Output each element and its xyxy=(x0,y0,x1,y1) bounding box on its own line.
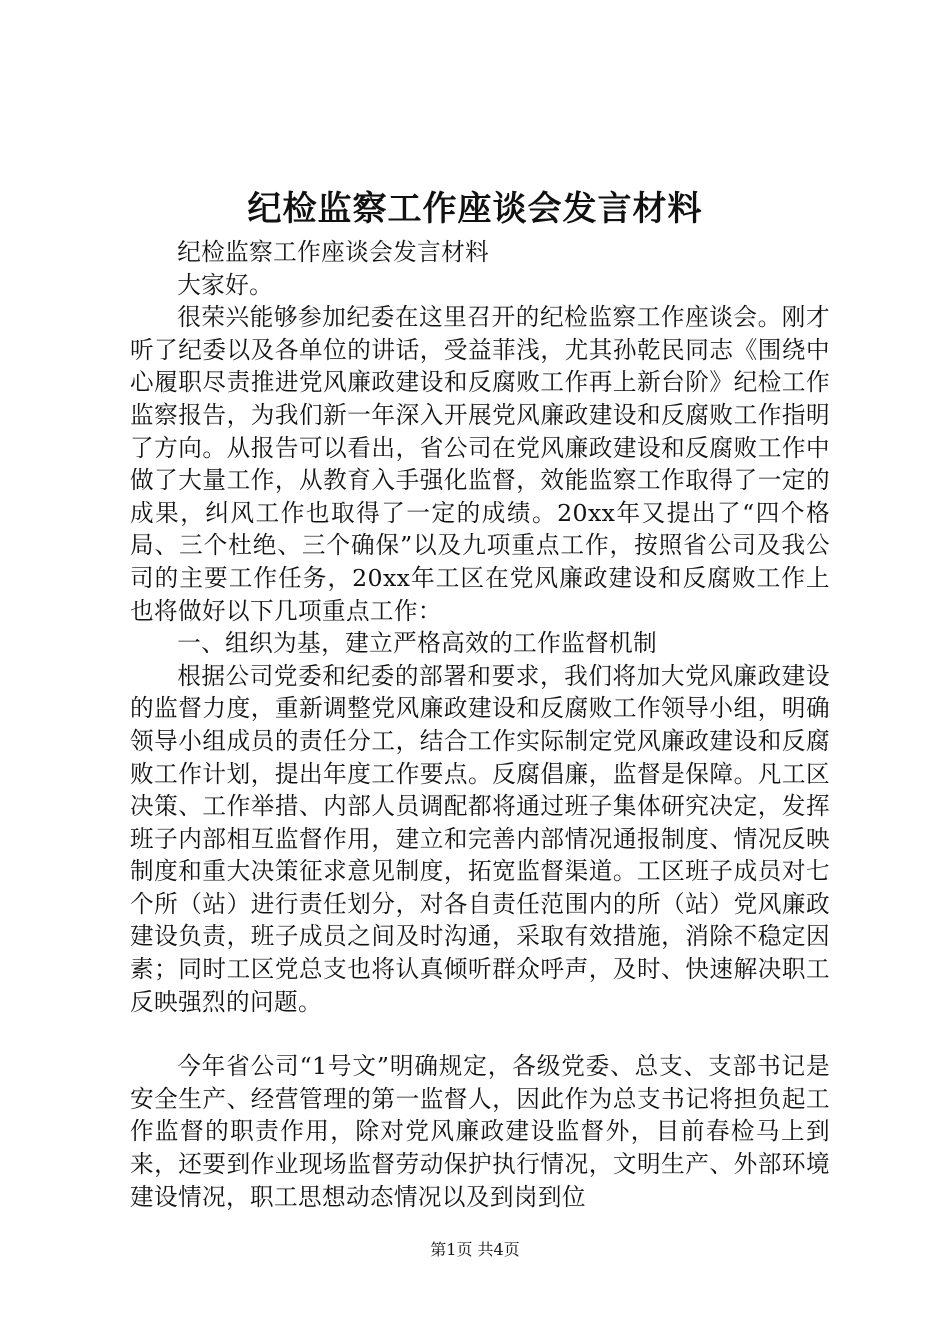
paragraph-subtitle: 纪检监察工作座谈会发言材料 xyxy=(177,238,490,266)
paragraph-intro: 很荣兴能够参加纪委在这里召开的纪检监察工作座谈会。刚才听了纪委以及各单位的讲话，受益菲浅，尤其孙乾民同志《围绕中心履职尽责推进党风廉政建设和反腐败工作再上新台阶》纪检工作监察报告，为我们新一年深入开展党风廉政建设和反腐败工作指明了方向。从报告可以看出，省公司在党风廉政建设和反腐败工作中做了大量工作，从教育入手强化监督，效能监察工作取得了一定的成果，纠风工作也取得了一定的成绩。20xx年又提出了“四个格局、三个杜绝、三个确保”以及九项重点工作，按照省公司及我公司的主要工作任务，20xx年工区在党风廉政建设和反腐败工作上也将做好以下几项重点工作： xyxy=(130,303,830,625)
paragraph-body-2: 今年省公司“1号文”明确规定，各级党委、总支、支部书记是安全生产、经营管理的第一监督人，因此作为总支书记将担负起工作监督的职责作用，除对党风廉政建设监督外，目前春检马上到来，还要到作业现场监督劳动保护执行情况，文明生产、外部环境建设情况，职工思想动态情况以及到岗到位 xyxy=(130,1052,830,1211)
document-title: 纪检监察工作座谈会发言材料 xyxy=(247,189,703,229)
paragraph-greeting: 大家好。 xyxy=(177,270,274,299)
paragraph-body-1: 根据公司党委和纪委的部署和要求，我们将加大党风廉政建设的监督力度，重新调整党风廉政建设和反腐败工作领导小组，明确领导小组成员的责任分工，结合工作实际制定党风廉政建设和反腐败工作计划，提出年度工作要点。反腐倡廉，监督是保障。凡工区决策、工作举措、内部人员调配都将通过班子集体研究决定，发挥班子内部相互监督作用，建立和完善内部情况通报制度、情况反映制度和重大决策征求意见制度，拓宽监督渠道。工区班子成员对七个所（站）进行责任划分，对各自责任范围内的所（站）党风廉政建设负责，班子成员之间及时沟通，采取有效措施，消除不稳定因素；同时工区党总支也将认真倾听群众呼声，及时、快速解决职工反映强烈的问题。 xyxy=(130,661,830,1016)
paragraph-heading-1: 一、组织为基，建立严格高效的工作监督机制 xyxy=(177,629,658,658)
document-body xyxy=(130,236,830,1213)
page-footer: 第1页 共4页 xyxy=(430,1240,520,1259)
